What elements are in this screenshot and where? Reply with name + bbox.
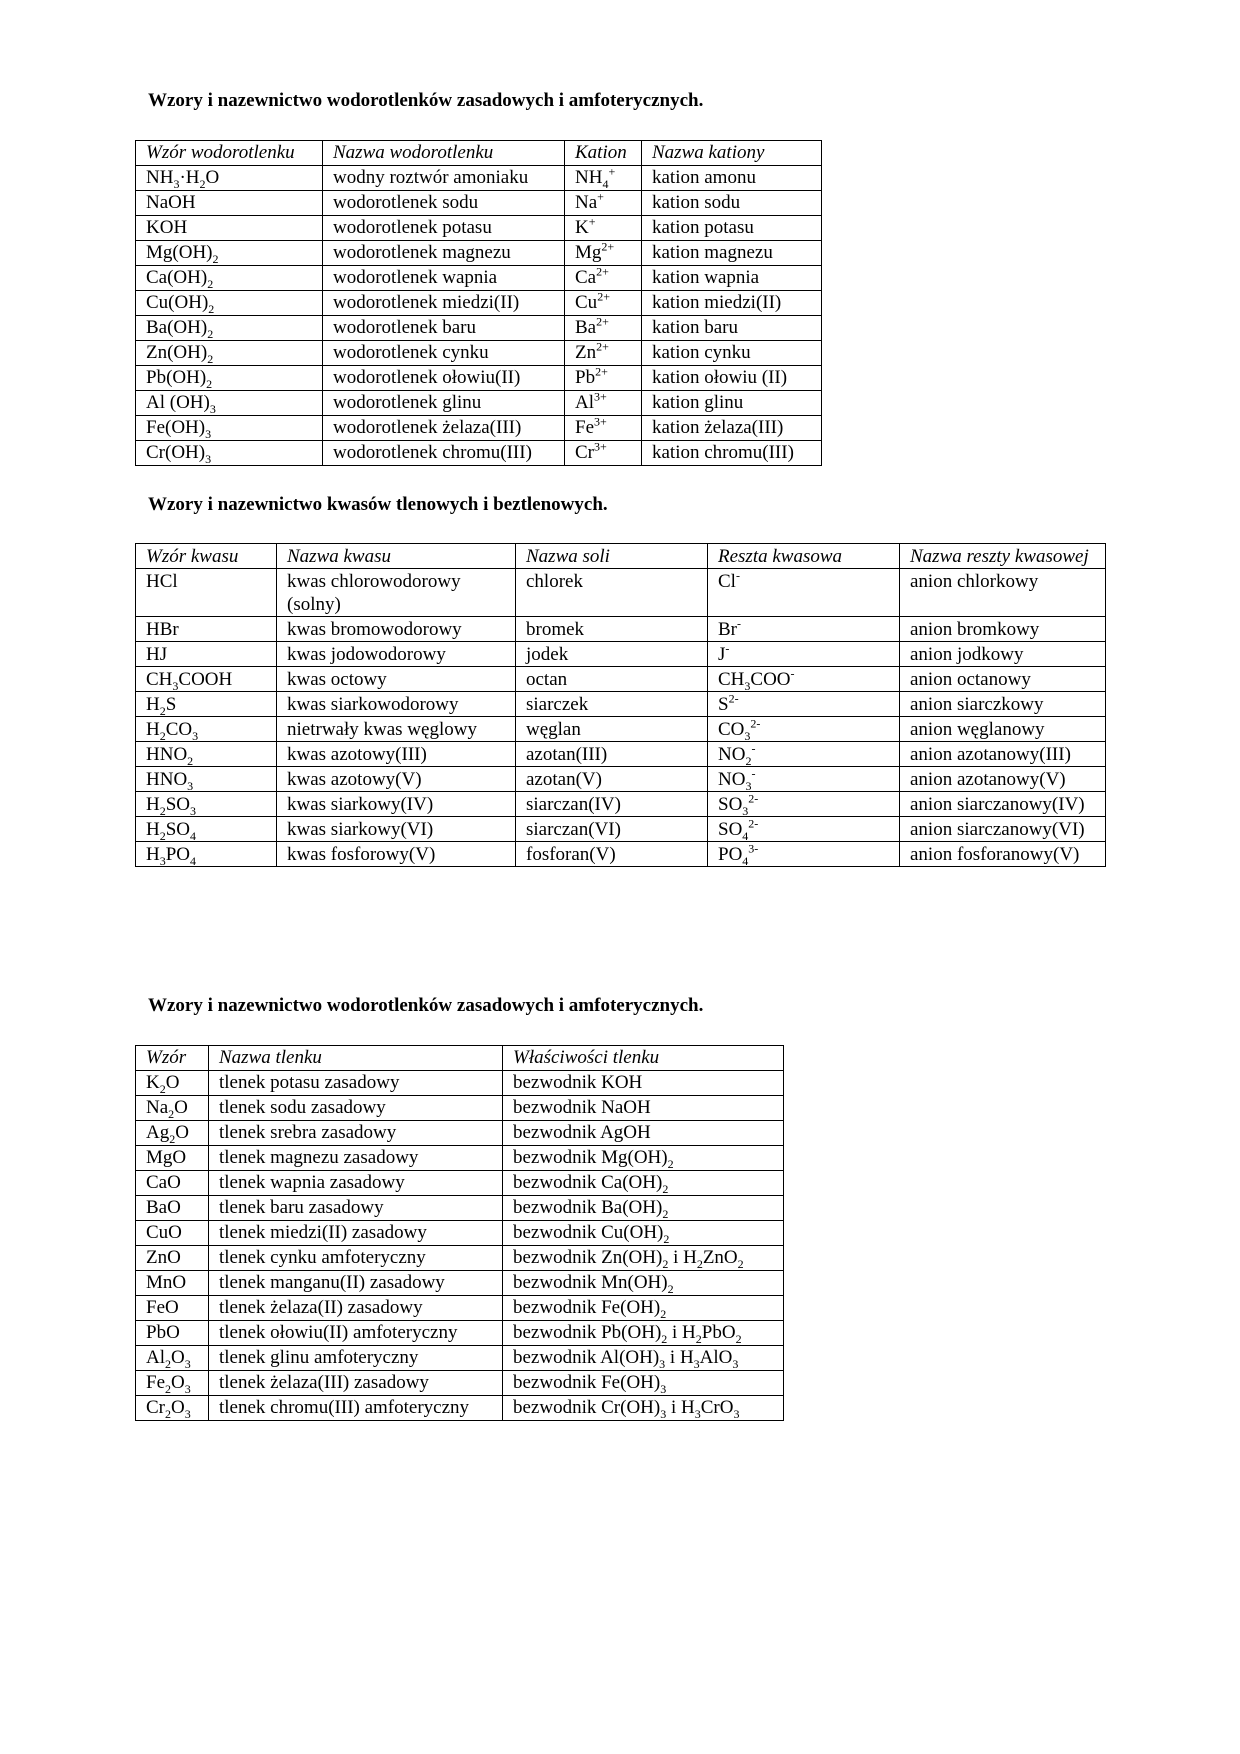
table-row [136,216,822,241]
heading-acids: Wzory i nazewnictwo kwasów tlenowych i beztlenowych. [148,494,608,515]
table-row [136,842,1106,867]
table-cell: Cl- [708,569,900,617]
table-cell: $Cu^{2+}$ [565,291,642,316]
table-cell: nietrwały kwas węglowy [277,717,516,742]
table-row [136,1246,784,1271]
table-row [136,792,1106,817]
table-cell: KOH [136,216,323,241]
table-cell: anion jodkowy [900,642,1106,667]
table-cell: anion siarczanowy(IV) [900,792,1106,817]
table-cell: $CO_3^{2-}$ [708,717,900,742]
table-cell: CuO [136,1221,209,1246]
table-cell: $NO_2^-$ [708,742,900,767]
table-cell: bezwodnik $Ca(OH)_2$ [503,1171,784,1196]
table-cell: $Na_2O$ [136,1096,209,1121]
table-cell: bezwodnik $Cu(OH)_2$ [503,1221,784,1246]
table-cell: K+ [565,216,642,241]
table-row [136,742,1106,767]
table-cell: kwas siarkowy(VI) [277,817,516,842]
table-row [136,1096,784,1121]
table-cell: HJ [136,642,277,667]
table-row [136,266,822,291]
table-row [136,191,822,216]
table-header-row [136,141,822,166]
table-cell: kwas octowy [277,667,516,692]
table-cell: $Cr(OH)_3$ [136,441,323,466]
table-cell: $H_2CO_3$ [136,717,277,742]
table-cell: tlenek żelaza(III) zasadowy [209,1371,503,1396]
table-cell: tlenek magnezu zasadowy [209,1146,503,1171]
table-cell: bromek [516,617,708,642]
table-row [136,241,822,266]
oxides-table [135,1045,784,1421]
table-cell: anion fosforanowy(V) [900,842,1106,867]
column-header: Nazwa wodorotlenku [323,141,565,166]
table-row [136,1121,784,1146]
table-cell: $H_3PO_4$ [136,842,277,867]
table-cell: wodorotlenek magnezu [323,241,565,266]
table-row [136,1321,784,1346]
table-cell: bezwodnik $Cr(OH)_3$ i $H_3CrO_3$ [503,1396,784,1421]
table-cell: Al $(OH)_3$ [136,391,323,416]
table-row [136,416,822,441]
table-cell: $Mg(OH)_2$ [136,241,323,266]
table-row [136,667,1106,692]
column-header: Nazwa kwasu [277,544,516,569]
table-cell: Na+ [565,191,642,216]
table-cell: tlenek sodu zasadowy [209,1096,503,1121]
table-cell: kwas azotowy(V) [277,767,516,792]
table-cell: kation żelaza(III) [642,416,822,441]
table-cell: kwas bromowodorowy [277,617,516,642]
table-row [136,1071,784,1096]
table-cell: kwas jodowodorowy [277,642,516,667]
table-cell: $Fe(OH)_3$ [136,416,323,441]
table-cell: tlenek żelaza(II) zasadowy [209,1296,503,1321]
table-cell: siarczan(IV) [516,792,708,817]
table-cell: bezwodnik $Fe(OH)_2$ [503,1296,784,1321]
table-cell: BaO [136,1196,209,1221]
column-header: Właściwości tlenku [503,1046,784,1071]
table-cell: tlenek chromu(III) amfoteryczny [209,1396,503,1421]
table-cell: tlenek baru zasadowy [209,1196,503,1221]
table-cell: bezwodnik KOH [503,1071,784,1096]
table-cell: azotan(V) [516,767,708,792]
column-header: Nazwa reszty kwasowej [900,544,1106,569]
table-cell: kation magnezu [642,241,822,266]
table-cell: bezwodnik $Zn(OH)_2$ i $H_2ZnO_2$ [503,1246,784,1271]
table-cell: $NO_3^-$ [708,767,900,792]
table-cell: $Ba^{2+}$ [565,316,642,341]
table-cell: kation ołowiu (II) [642,366,822,391]
table-cell: $Pb(OH)_2$ [136,366,323,391]
table-cell: NaOH [136,191,323,216]
table-cell: $SO_4^{2-}$ [708,817,900,842]
column-header: Reszta kwasowa [708,544,900,569]
table-cell: $Cu(OH)_2$ [136,291,323,316]
table-row [136,316,822,341]
table-cell: anion chlorkowy [900,569,1106,617]
table-cell: kation baru [642,316,822,341]
table-cell: kation amonu [642,166,822,191]
table-row [136,692,1106,717]
table-row [136,366,822,391]
column-header: Nazwa tlenku [209,1046,503,1071]
column-header: Kation [565,141,642,166]
table-cell: anion azotanowy(III) [900,742,1106,767]
table-cell: $Al_2O_3$ [136,1346,209,1371]
table-cell: kation miedzi(II) [642,291,822,316]
table-cell: chlorek [516,569,708,617]
table-cell: kation wapnia [642,266,822,291]
table-cell: bezwodnik $Ba(OH)_2$ [503,1196,784,1221]
table-cell: kwas azotowy(III) [277,742,516,767]
table-cell: octan [516,667,708,692]
table-cell: wodorotlenek miedzi(II) [323,291,565,316]
table-cell: bezwodnik $Mg(OH)_2$ [503,1146,784,1171]
column-header: Wzór kwasu [136,544,277,569]
table-cell: $H_2S$ [136,692,277,717]
table-row [136,767,1106,792]
table-cell: kwas siarkowodorowy [277,692,516,717]
table-cell: anion azotanowy(V) [900,767,1106,792]
table-row [136,1221,784,1246]
hydroxides-table [135,140,822,466]
table-cell: CaO [136,1171,209,1196]
table-cell: HCl [136,569,277,617]
column-header: Nazwa kationy [642,141,822,166]
table-cell: MgO [136,1146,209,1171]
table-cell: $Ba(OH)_2$ [136,316,323,341]
table-cell: tlenek wapnia zasadowy [209,1171,503,1196]
table-cell: $Mg^{2+}$ [565,241,642,266]
table-cell: wodorotlenek chromu(III) [323,441,565,466]
table-cell: anion octanowy [900,667,1106,692]
table-cell: kation sodu [642,191,822,216]
table-row [136,1371,784,1396]
table-cell: anion węglanowy [900,717,1106,742]
table-cell: bezwodnik $Mn(OH)_2$ [503,1271,784,1296]
table-cell: bezwodnik NaOH [503,1096,784,1121]
table-cell: $NH_3\cdot H_2O$ [136,166,323,191]
table-row [136,1146,784,1171]
table-row [136,569,1106,617]
table-cell: bezwodnik $Fe(OH)_3$ [503,1371,784,1396]
table-cell: ZnO [136,1246,209,1271]
table-row [136,642,1106,667]
table-cell: tlenek ołowiu(II) amfoteryczny [209,1321,503,1346]
table-cell: $HNO_2$ [136,742,277,767]
table-cell: $Zn(OH)_2$ [136,341,323,366]
table-cell: $K_2O$ [136,1071,209,1096]
table-cell: FeO [136,1296,209,1321]
table-row [136,1196,784,1221]
table-cell: PbO [136,1321,209,1346]
table-cell: siarczek [516,692,708,717]
table-row [136,441,822,466]
table-cell: tlenek miedzi(II) zasadowy [209,1221,503,1246]
heading-hydroxides: Wzory i nazewnictwo wodorotlenków zasadowych i amfoterycznych. [148,90,704,111]
table-cell: $HNO_3$ [136,767,277,792]
table-cell: $NH_4^+$ [565,166,642,191]
table-row [136,341,822,366]
table-cell: azotan(III) [516,742,708,767]
table-row [136,1271,784,1296]
table-cell: tlenek srebra zasadowy [209,1121,503,1146]
table-cell: bezwodnik $Al(OH)_3$ i $H_3AlO_3$ [503,1346,784,1371]
table-cell: $Zn^{2+}$ [565,341,642,366]
table-cell: $Ag_2O$ [136,1121,209,1146]
table-cell: węglan [516,717,708,742]
table-cell: wodorotlenek potasu [323,216,565,241]
table-header-row [136,544,1106,569]
table-cell: kwas siarkowy(IV) [277,792,516,817]
table-cell: kation glinu [642,391,822,416]
table-cell: wodorotlenek ołowiu(II) [323,366,565,391]
table-cell: $Fe_2O_3$ [136,1371,209,1396]
table-row [136,717,1106,742]
table-cell: $Ca(OH)_2$ [136,266,323,291]
table-cell: wodorotlenek baru [323,316,565,341]
table-row [136,1296,784,1321]
table-cell: $Pb^{2+}$ [565,366,642,391]
table-cell: jodek [516,642,708,667]
table-row [136,617,1106,642]
table-cell: $Al^{3+}$ [565,391,642,416]
table-cell: anion siarczanowy(VI) [900,817,1106,842]
table-cell: Br- [708,617,900,642]
table-cell: $Fe^{3+}$ [565,416,642,441]
table-row [136,1396,784,1421]
table-cell: kation cynku [642,341,822,366]
table-cell: anion bromkowy [900,617,1106,642]
table-cell: $H_2SO_4$ [136,817,277,842]
table-row [136,166,822,191]
table-cell: J- [708,642,900,667]
table-cell: fosforan(V) [516,842,708,867]
acids-table [135,543,1106,867]
table-row [136,391,822,416]
table-cell: $Cr_2O_3$ [136,1396,209,1421]
table-cell: bezwodnik $Pb(OH)_2$ i $H_2PbO_2$ [503,1321,784,1346]
table-cell: MnO [136,1271,209,1296]
table-header-row [136,1046,784,1071]
table-cell: kwas chlorowodorowy (solny) [277,569,516,617]
table-row [136,817,1106,842]
table-cell: tlenek glinu amfoteryczny [209,1346,503,1371]
table-cell: tlenek manganu(II) zasadowy [209,1271,503,1296]
table-cell: wodorotlenek wapnia [323,266,565,291]
table-cell: tlenek potasu zasadowy [209,1071,503,1096]
table-cell: wodorotlenek glinu [323,391,565,416]
table-cell: kation chromu(III) [642,441,822,466]
table-cell: kwas fosforowy(V) [277,842,516,867]
table-cell: $Ca^{2+}$ [565,266,642,291]
table-row [136,1171,784,1196]
table-cell: $CH_3COOH$ [136,667,277,692]
table-cell: $H_2SO_3$ [136,792,277,817]
table-cell: tlenek cynku amfoteryczny [209,1246,503,1271]
table-cell: wodorotlenek cynku [323,341,565,366]
table-cell: $SO_3^{2-}$ [708,792,900,817]
table-cell: anion siarczkowy [900,692,1106,717]
table-cell: kation potasu [642,216,822,241]
table-cell: siarczan(VI) [516,817,708,842]
table-cell: wodny roztwór amoniaku [323,166,565,191]
table-cell: $PO_4^{3-}$ [708,842,900,867]
table-cell: wodorotlenek żelaza(III) [323,416,565,441]
table-row [136,291,822,316]
table-row [136,1346,784,1371]
table-cell: $CH_3COO^-$ [708,667,900,692]
table-cell: $Cr^{3+}$ [565,441,642,466]
table-cell: $S^{2-}$ [708,692,900,717]
heading-oxides: Wzory i nazewnictwo wodorotlenków zasadowych i amfoterycznych. [148,995,704,1016]
table-cell: wodorotlenek sodu [323,191,565,216]
table-cell: bezwodnik AgOH [503,1121,784,1146]
table-cell: HBr [136,617,277,642]
column-header: Nazwa soli [516,544,708,569]
column-header: Wzór [136,1046,209,1071]
column-header: Wzór wodorotlenku [136,141,323,166]
